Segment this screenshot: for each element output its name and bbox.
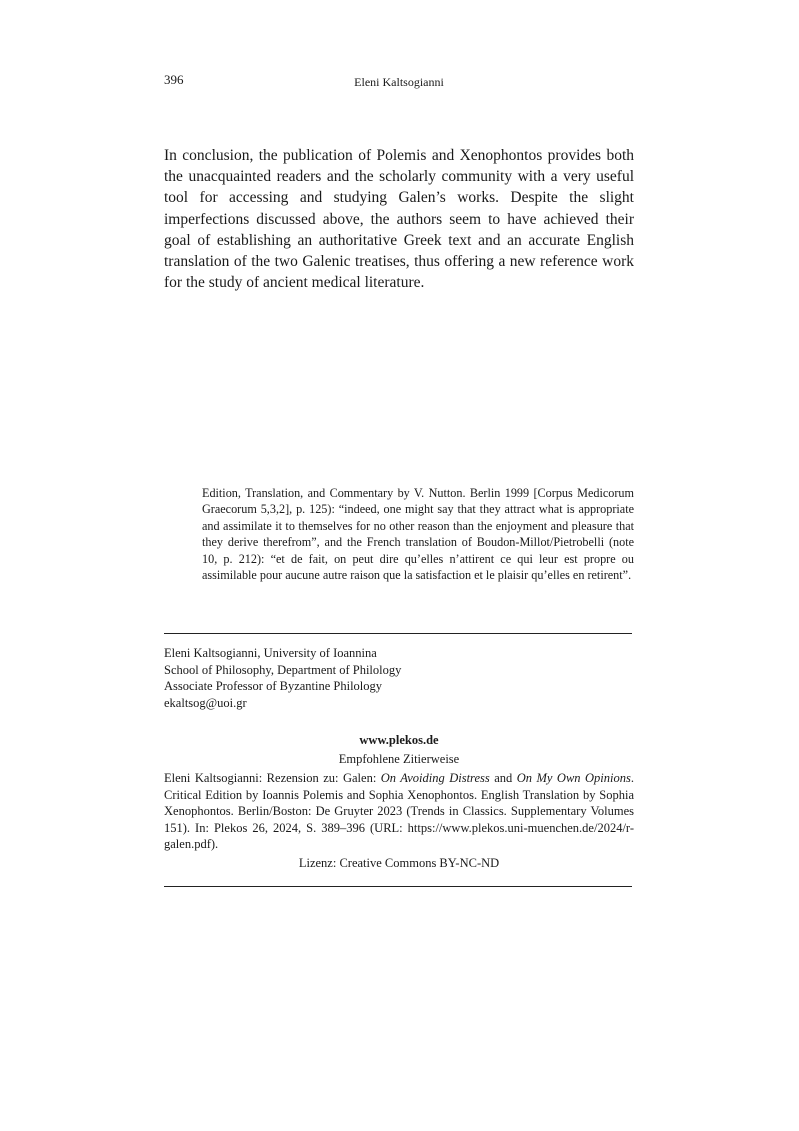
citation-part1: Eleni Kaltsogianni: Rezension zu: Galen:: [164, 771, 381, 785]
author-affiliation: Eleni Kaltsogianni, University of Ioannina: [164, 646, 377, 660]
top-divider: [164, 633, 632, 634]
citation-part2: and: [489, 771, 517, 785]
author-position: Associate Professor of Byzantine Philology: [164, 679, 383, 694]
author-email[interactable]: ekaltsog@uoi.gr: [164, 695, 247, 710]
running-head: Eleni Kaltsogianni: [354, 75, 444, 89]
citation-title2: On My Own Opinions: [516, 771, 631, 785]
citation-title1: On Avoiding Distress: [380, 771, 490, 785]
author-address: [164, 645, 634, 711]
recommended-citation: [164, 770, 634, 853]
site-url[interactable]: www.plekos.de: [359, 733, 439, 747]
bottom-divider: [164, 886, 632, 887]
citation-heading: Empfohlene Zitierweise: [338, 752, 460, 766]
author-department: School of Philosophy, Department of Philology: [164, 662, 402, 677]
conclusion-paragraph: In conclusion, the publication of Polemis and Xenophontos provides both the unacquainted readers and the scholarly community with a very useful tool for accessing and studying Galen’s works. Despite the slight imperfections discussed above, the authors seem to have achieved their goal of establishing an authoritative Greek text and an accurate English translation of the two Galenic treatises, thus offering a new reference work for the study of ancient medical literature.: [164, 147, 634, 292]
page-number: 396: [164, 72, 184, 87]
license-line: Lizenz: Creative Commons BY-NC-ND: [298, 856, 500, 870]
footnote: Edition, Translation, and Commentary by V. Nutton. Berlin 1999 [Corpus Medicorum Graecorum 5,3,2], p. 125): “indeed, one might say that they attract what is appropriate and assimilate it to themselves for no other reason than the enjoyment and pleasure that they derive therefrom”, and the French translation of Boudon-Millot/Pietrobelli (note 10, p. 212): “et de fait, on peut dire qu’elles n’attirent ce qui leur est propre ou assimilable pour aucune autre raison que la satisfaction et le plaisir qu’elles en retirent”.: [202, 486, 634, 583]
citation-part3: . Critical Edition by Ioannis Polemis and Sophia Xenophontos. English Translation by Sophia Xenophontos. Berlin/Boston: De Gruyter 2023 (Trends in Classics. Supplementary Volumes 151). In: Plekos 26, 2024, S. 389–396 (URL: https://www.plekos.uni-muenchen.de/2024/r-galen.pdf).: [164, 771, 634, 852]
